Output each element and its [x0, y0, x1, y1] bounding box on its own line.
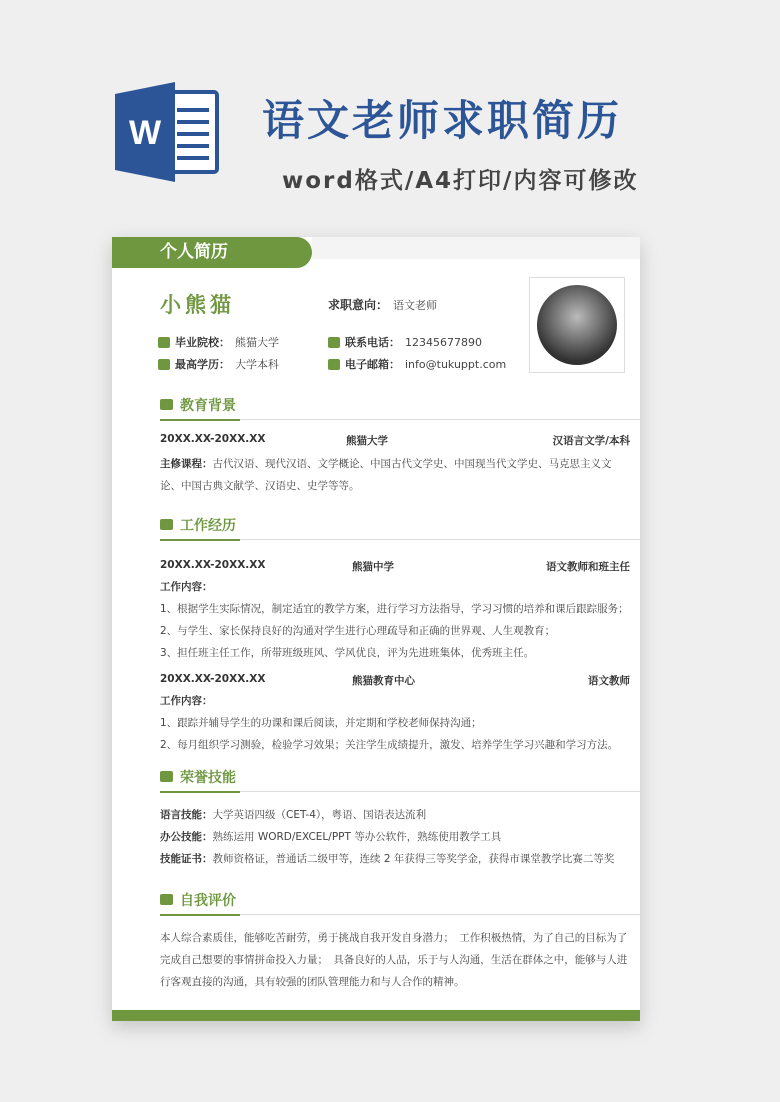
candidate-name: 小熊猫 — [160, 293, 235, 317]
job-content: 工作内容： 1、根据学生实际情况，制定适宜的教学方案，进行学习方法指导，学习习惯的培养和课后跟踪服务； 2、与学生、家长保持良好的沟通对学生进行心理疏导和正确的世界观、人生观教育； 3、担任班主任工作，所带班级班风、学风优良，评为先进班集体，优秀班主任。 — [160, 581, 629, 659]
resume-tab: 个人简历 — [112, 237, 312, 268]
phone-info: 联系电话： 12345677890 — [328, 334, 482, 350]
word-letter: W — [128, 114, 162, 152]
section-self-evaluation: 自我评价 — [160, 890, 640, 915]
skills-list: 语言技能：大学英语四级（CET-4），粤语、国语表达流利 办公技能：熟练运用 WORD/EXCEL/PPT 等办公软件，熟练使用教学工具 技能证书：教师资格证，普通话二级甲等，连续 2 年获得三等奖学金，获得市课堂教学比赛二等奖 — [160, 809, 615, 865]
graduation-cap-icon — [160, 399, 173, 410]
book-icon — [160, 771, 173, 782]
page-title: 语文老师求职简历 — [262, 96, 623, 145]
bottom-bar — [112, 1010, 640, 1021]
job-content: 工作内容： 1、跟踪并辅导学生的功课和课后阅读，并定期和学校老师保持沟通； 2、每月组织学习测验，检验学习效果；关注学生成绩提升，激发、培养学生学习兴趣和学习方法。 — [160, 695, 619, 751]
word-icon — [115, 82, 221, 182]
degree-info: 最高学历： 大学本科 — [158, 356, 279, 372]
section-education: 教育背景 — [160, 395, 640, 420]
school-info: 毕业院校： 熊猫大学 — [158, 334, 279, 350]
education-courses: 主修课程：古代汉语、现代汉语、文学概论、中国古代文学史、中国现当代文学史、马克思主义文论、中国古典文献学、汉语史、史学等等。 — [160, 458, 612, 492]
mail-icon — [328, 359, 340, 370]
graduation-cap-icon — [158, 359, 170, 370]
top-strip — [312, 237, 640, 259]
email-info: 电子邮箱： info@tukuppt.com — [328, 356, 506, 372]
edit-icon — [160, 894, 173, 905]
resume-page: 个人简历 小熊猫 毕业院校： 熊猫大学 最高学历： 大学本科 求职意向： 语文老师 联系电话： 12345677890 电子邮箱： info@tukuppt.com 教育背景 20XX.XX-20XX.XX 熊猫大学 汉语言文学/本科 主修课程：古代汉语、现代汉语、文学概论、中国古代文学史、中国现当代文学史、马克思主义文论、中国古典文献学、汉语史、史学等等。 工作经历 20XX.XX-20XX.XX 熊猫中学 语文教师和班主任 工作内容： 1、根据学生实际情况，制定适宜的教学方案，进行学习方法指导，学习习惯的培养和课后跟踪服务； 2、与学生、家长保持良好的沟通对学生进行心理疏导和正确的世界观、人生观教育； 3、担任班主任工作，所带班级班风、学风优良，评为先进班集体，优秀班主任。 20XX.XX-20XX.XX 熊猫教育中心 语文教师 工作内容： 1、跟踪并辅导学生的功课和课后阅读，并定期和学校老师保持沟通； 2、每月组织学习测验，检验学习效果；关注学生成绩提升，激发、培养学生学习兴趣和学习方法。 荣誉技能 语言技能：大学英语四级（CET-4），粤语、国语表达流利 办公技能：熟练运用 WORD/EXCEL/PPT 等办公软件，熟练使用教学工具 技能证书：教师资格证，普通话二级甲等，连续 2 年获得三等奖学金，获得市课堂教学比赛二等奖 自我评价 本人综合素质佳，能够吃苦耐劳，勇于挑战自我开发自身潜力； 工作积极热情，为了自己的目标为了完成自己想要的事情拼命投入力量； 具备良好的人品，乐于与人沟通，生活在群体之中，能够与人进行客观直接的沟通，具有较强的团队管理能力和与人合作的精神。 — [112, 237, 640, 1021]
section-skills: 荣誉技能 — [160, 767, 640, 792]
section-work: 工作经历 — [160, 515, 640, 540]
home-icon — [158, 337, 170, 348]
intent-info: 求职意向： 语文老师 — [328, 298, 438, 312]
page-subtitle: word格式/A4打印/内容可修改 — [282, 168, 639, 194]
self-evaluation-text: 本人综合素质佳，能够吃苦耐劳，勇于挑战自我开发自身潜力； 工作积极热情，为了自己的目标为了完成自己想要的事情拼命投入力量； 具备良好的人品，乐于与人沟通，生活在群体之中，能够与人进行客观直接的沟通，具有较强的团队管理能力和与人合作的精神。 — [160, 932, 628, 988]
phone-icon — [328, 337, 340, 348]
profile-photo — [529, 277, 625, 373]
clipboard-icon — [160, 519, 173, 530]
